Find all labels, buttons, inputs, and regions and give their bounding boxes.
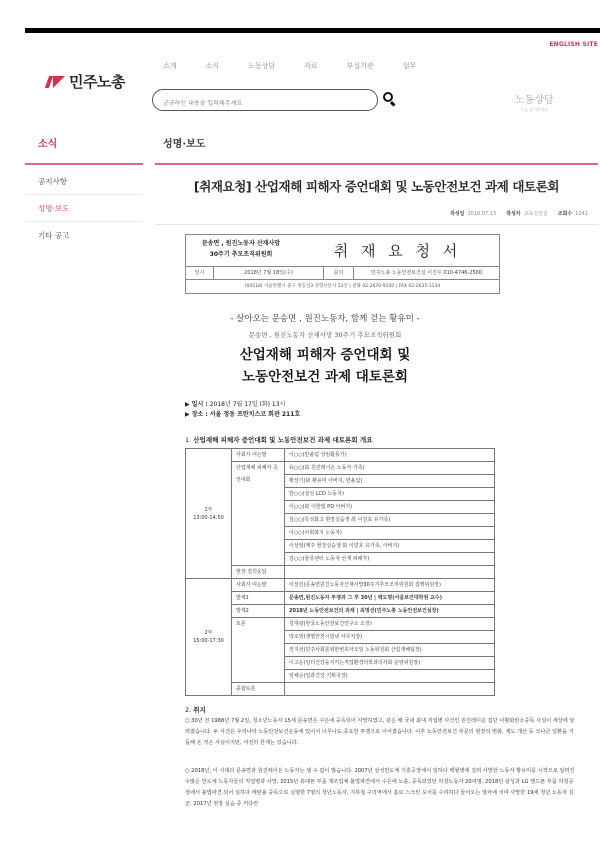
logo[interactable] (47, 71, 125, 92)
event-lead (160, 312, 490, 388)
table-row: 산업재해 피해자 증언대회 유○○(故 원진레이온 노동자 가족) (186, 462, 495, 475)
table-row: 이○○(사회복지 노동자) (186, 527, 495, 540)
event-title: 산업재해 피해자 증언대회 및 노동안전보건 과제 대토론회 (239, 347, 411, 385)
section-overview-heading: 1. 산업재해 피해자 증언대회 및 노동안전보건 과제 대토론회 개요 (185, 436, 373, 444)
table-row: 임채순(일과건강 기획국장) (186, 670, 495, 683)
sidebar-title: 소식 (38, 139, 58, 150)
request-footer: (04518) 서울특별시 중구 정동길3 경향신문사 13층 | 전화 02-2670-9100 | FAX 02-2635-1134 (244, 284, 441, 289)
request-title: 취 재 요 청 서 (333, 242, 462, 260)
table-row: 2부 15:00-17:30 사회자 여는말 이상진(문송면원진노동자산재사망30주기추모조직위원회 집행위원장) (186, 579, 495, 592)
table-row: 발제2 2018년 노동안전보건의 과제 | 최명선(민주노총 노동안전보건실장) (186, 605, 495, 618)
meta-date: 작성일 2018.07.13 (449, 211, 497, 217)
table-row: 이상영(제주 현장실습생 故 이민호 유가족, 아버지) (186, 540, 495, 553)
sidebar-item-statements[interactable]: 성명·보도 (25, 195, 143, 222)
event-when: ▶ 일시 : 2018년 7월 17일 (화) 13시 (185, 401, 286, 408)
nav-item-work[interactable]: 업무 (402, 62, 417, 70)
page-title: 성명·보도 (163, 139, 206, 150)
english-site-link[interactable]: ENGLISH SITE (549, 41, 598, 48)
request-contact-label: 문의 (324, 267, 354, 279)
section-purpose-heading: 2. 취지 (185, 706, 206, 714)
search-input[interactable] (163, 100, 363, 107)
table-row: 김○○(물류센터 노동자 산재 피해자) (186, 553, 495, 566)
table-row: 김○○(특성화고 현장실습생 故 이민호 유가족) (186, 514, 495, 527)
part1-cell: 1부 13:00-14:50 (186, 449, 232, 579)
meta-views: 조회수 1241 (557, 211, 588, 217)
logo-text: 민주노총 (69, 73, 125, 91)
nav-item-intro[interactable]: 소개 (163, 62, 177, 70)
main-nav (163, 61, 445, 71)
table-row: 박소영(생명안전시민넷 사무처장) (186, 631, 495, 644)
table-row: 이○○(故 이한빛 PD 아버지) (186, 501, 495, 514)
request-date-value: 2018년 7월 18일(수) (214, 267, 324, 279)
event-info (185, 400, 300, 420)
nav-item-news[interactable]: 소식 (205, 62, 220, 70)
consult-title: 노동상담 (515, 95, 554, 106)
table-row: 한○○(삼성 LCD 노동자) (186, 488, 495, 501)
request-org: 문송면 , 원진노동자 산재사망 30주기 추모조직위원회 (201, 240, 281, 258)
consult-subtitle: 지금 물어보세요 (520, 107, 549, 112)
program-table (185, 448, 495, 696)
purpose-paragraph-1: ○ 30년 전 1988년 7월 2일, 청소년노동자 15세 문송면은 수은에 중독되어 사망하였고, 같은 해 국내 최대 직업병 사건인 원진레이온 집단 이황화탄소중독 사실이 세상에 알려졌습니다. 두 사건은 우리나라 노동안전보건운동에 있어서 너무나도 중요한 투쟁으로 이어졌습니다. 이후 노동안전보건 부문의 현장의 변화, 제도 개선 등 크나큰 일환을 거듭해 온 것은 사실이지만, 여전히 한계는 있습니다. (185, 718, 575, 746)
top-bar (25, 28, 600, 33)
nav-item-resources[interactable]: 자료 (304, 62, 318, 70)
table-row: 발제1 문송면,원진노동자 투쟁과 그 후 30년 | 백도명(서울보건대학원 교수) (186, 592, 495, 605)
table-row: 전지선(민주사회를위한변호사모임 노동위원회 산업재해팀장) (186, 644, 495, 657)
search-icon[interactable] (382, 91, 398, 107)
event-organizer: 문송면 , 원진노동자 산재사망 30주기 추모조직위원회 (248, 331, 402, 339)
search-box (152, 89, 378, 111)
nav-item-consult[interactable]: 노동상담 (248, 62, 276, 70)
main-divider (155, 163, 598, 165)
table-row: 이고운(일터건강을지키는직업환경의학과의사회 운영위원장) (186, 657, 495, 670)
table-row: 1부 13:00-14:50 사회자 여는말 이○○(반올림 상임활동가) (186, 449, 495, 462)
request-contact-value: 민주노총 노동안전보건실 이진우 010-4746-2500 (371, 270, 482, 276)
press-request-box (185, 234, 500, 294)
event-where: ▶ 장소 : 서울 정동 프란치스코 회관 211호 (185, 411, 301, 418)
meta-author: 작성자 교육선전실 (506, 211, 548, 217)
table-row: 황상기(故 황유미 아버지, 반올림) (186, 475, 495, 488)
sidebar-menu (25, 168, 143, 249)
nav-item-affiliates[interactable]: 부설기관 (346, 62, 374, 70)
post-title: [취재요청] 산업재해 피해자 증언대회 및 노동안전보건 과제 대토론회 (193, 179, 560, 194)
sidebar-divider (25, 163, 143, 165)
post-meta (450, 210, 588, 217)
meta-divider (155, 224, 598, 225)
part2-cell: 2부 15:00-17:30 (186, 579, 232, 696)
table-row: 토론 김재광(한국노동안전보건연구소 소장) (186, 618, 495, 631)
sidebar-item-notice[interactable]: 공지사항 (25, 168, 143, 195)
logo-mark-icon (47, 75, 65, 89)
sidebar-item-other-notices[interactable]: 기타 공고 (38, 231, 70, 240)
consult-link[interactable] (515, 91, 554, 113)
purpose-paragraph-2: ○ 2018년, 이 시대의 문송면과 원진레이온 노동자는 셀 수 없이 많습니다. 2007년 삼성반도체 기흥공장에서 일하다 백혈병에 걸려 사망한 노동자 황유미를 시작으로 알려진 수많은 반도체 노동자들의 직업병과 사망, 2015년 휴대폰 부품 제조업체 불법파견에서 수은에 노출, 중독되었던 하청노동자 20여명, 2018년 삼성과 LG 핸드폰 부품 하청공장에서 불법파견 되어 일하다 메탄올 중독으로 실명한 7명의 청년노동자, 지하철 구의역에서 홀로 스크린 도어를 수리하다 들어오는 열차에 치여 사망한 19세 청년 노동자 김군, 2017년 현장 실습 중 커다란 (185, 768, 575, 807)
event-subtitle: - 살아오는 문송면 , 원진노동자, 함께 걷는 황유미 - (230, 314, 420, 324)
request-date-label: 일시 (186, 267, 214, 279)
table-row: 현장 질의응답 (186, 566, 495, 579)
table-row: 종합토론 (186, 683, 495, 696)
